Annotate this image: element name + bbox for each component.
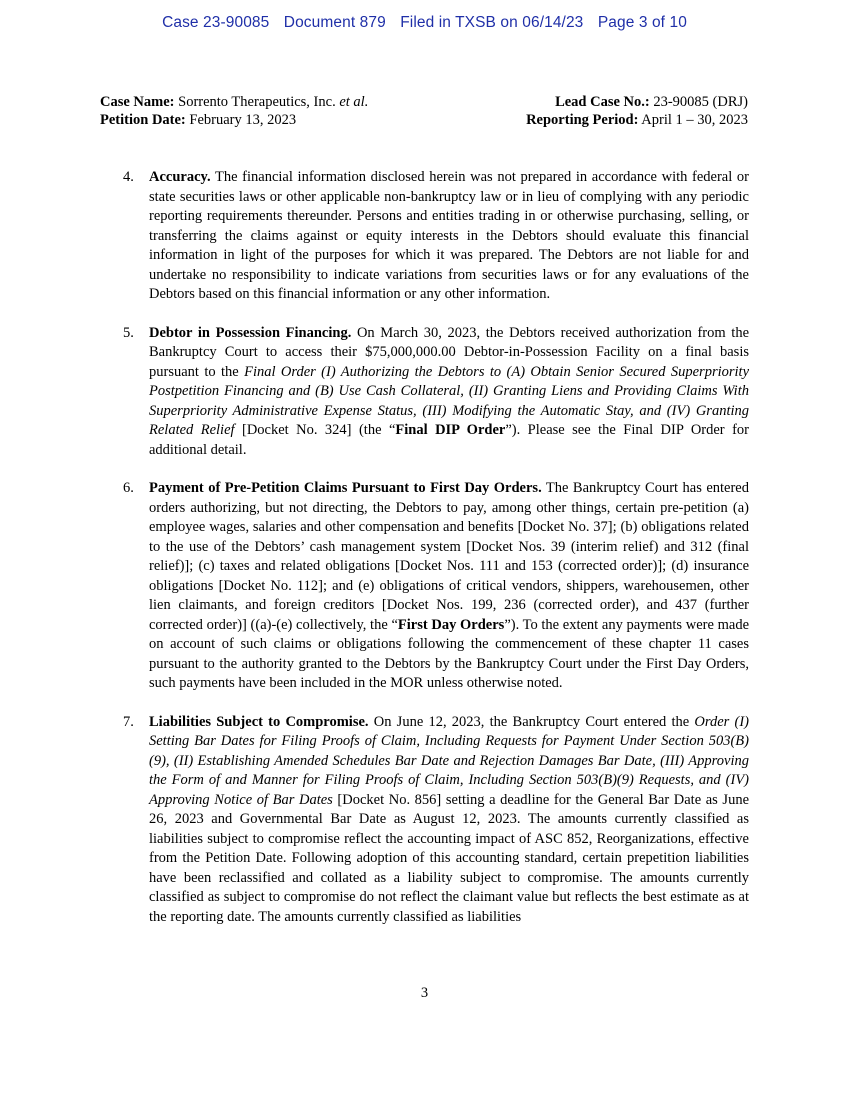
lead-case-number [555, 93, 748, 111]
note-title: Liabilities Subject to Compromise. [149, 713, 369, 730]
reporting-period [526, 111, 748, 129]
note-text: On March 30, 2023, the Debtors received authorization from the Bankruptcy Court to access their $75,000,000.00 Debtor-in-Possession Facility on a final basis pursuant to the [149, 324, 750, 380]
note-text: [Docket No. 324] (the “ [234, 422, 396, 438]
stamp-document-number: Document 879 [283, 14, 386, 31]
page-number: 3 [420, 985, 429, 1001]
petition-date-label: Petition Date: [100, 112, 186, 128]
reporting-period-value: April 1 – 30, 2023 [641, 112, 748, 128]
note-text: The Bankruptcy Court has entered orders authorizing, but not directing, the Debtors to pay, among other things, certain pre-petition (a) employee wages, salaries and other compensation and benefits [Docket No. 37]; (b) obligations related to the use of the Debtors’ cash management system [Docket Nos. 39 (interim relief) and 312 (final relief)]; (c) taxes and related obligations [Docket Nos. 111 and 153 (corrected order)]; (d) insurance obligations [Docket No. 112]; and (e) obligations of critical vendors, shippers, warehousemen, other lien claimants, and foreign creditors [Docket Nos. 199, 236 (corrected order), and 437 (further corrected order)] ((a)-(e) collectively, the “ [149, 480, 749, 633]
case-name-label: Case Name: [100, 94, 175, 110]
petition-date-value: February 13, 2023 [189, 112, 297, 128]
stamp-case-number: Case 23-90085 [162, 14, 270, 31]
lead-case-value: 23-90085 (DRJ) [653, 94, 748, 110]
note-accuracy [123, 168, 749, 305]
note-number: 6. [123, 480, 134, 496]
note-text: [Docket No. 856] setting a deadline for the General Bar Date as June 26, 2023 and Governmental Bar Date as August 12, 2023. The amounts currently classified as liabilities subject to compromise reflect the accounting impact of ASC 852, Reorganizations, effective from the Petition Date. Following adoption of this accounting standard, certain prepetition liabilities have been reclassified and collated as a liability subject to compromise. The amounts currently classified as subject to compromise do not reflect the claimant value but reflects the best estimate as at the reporting date. The amounts currently classified as liabilities [149, 791, 749, 925]
order-title: Order (I) Setting Bar Dates for Filing Proofs of Claim, Including Requests for Payment Under Section 503(B)(9), (II) Establishing Amended Schedules Bar Date and Rejection Damages Bar Date, (III) Approving the Form of and Manner for Filing Proofs of Claim, Including Section 503(B)(9) Requests, and (IV) Approving Notice of Bar Dates [149, 713, 749, 808]
note-first-day-orders [123, 479, 749, 694]
case-name-value: Sorrento Therapeutics, Inc. [178, 94, 336, 110]
notes-list [123, 168, 749, 946]
note-title: Accuracy. [149, 169, 211, 185]
note-title: Payment of Pre-Petition Claims Pursuant to First Day Orders. [149, 480, 542, 496]
note-dip-financing [123, 324, 749, 461]
note-number: 5. [123, 324, 134, 341]
court-filing-stamp [0, 14, 849, 32]
note-text: The financial information disclosed herein was not prepared in accordance with federal or state securities laws or other applicable non-bankruptcy law or in lieu of complying with any periodic reporting requirements thereunder. Persons and entities trading in or otherwise purchasing, selling, or transferring the claims against or equity interests in the Debtors should evaluate this financial information in light of the purposes for which it was prepared. The Debtors are not liable for and undertake no responsibility to indicate variations from securities laws or for any evaluations of the Debtors based on this financial information or any other information. [149, 169, 749, 302]
note-text: On June 12, 2023, the Bankruptcy Court entered the [368, 713, 695, 730]
reporting-period-label: Reporting Period: [526, 112, 639, 128]
stamp-filed-date: Filed in TXSB on 06/14/23 [400, 14, 584, 31]
case-header-row-1 [100, 93, 748, 129]
note-number: 4. [123, 169, 134, 185]
stamp-page: Page 3 of 10 [597, 14, 687, 31]
note-number: 7. [123, 713, 134, 730]
defined-term: Final DIP Order [395, 422, 506, 438]
case-name-suffix: et al. [339, 94, 369, 110]
note-text: ”). Please see the Final DIP Order for additional detail. [149, 422, 749, 458]
defined-term: First Day Orders [397, 616, 505, 633]
petition-date [100, 111, 296, 129]
note-liabilities-subject-to-compromise [123, 713, 749, 928]
order-title: Final Order (I) Authorizing the Debtors to (A) Obtain Senior Secured Superpriority Postpetition Financing and (B) Use Cash Collateral, (II) Granting Liens and Providing Claims With Superpriority Administrative Expense Status, (III) Modifying the Automatic Stay, and (IV) Granting Related Relief [149, 363, 750, 438]
case-name [100, 93, 368, 111]
lead-case-label: Lead Case No.: [555, 94, 650, 110]
note-text: ”). To the extent any payments were made on account of such claims or obligations following the commencement of these chapter 11 cases pursuant to the authority granted to the Debtors by the Bankruptcy Court under the First Day Orders, such payments have been included in the MOR unless otherwise noted. [149, 616, 749, 691]
note-title: Debtor in Possession Financing. [149, 324, 352, 341]
